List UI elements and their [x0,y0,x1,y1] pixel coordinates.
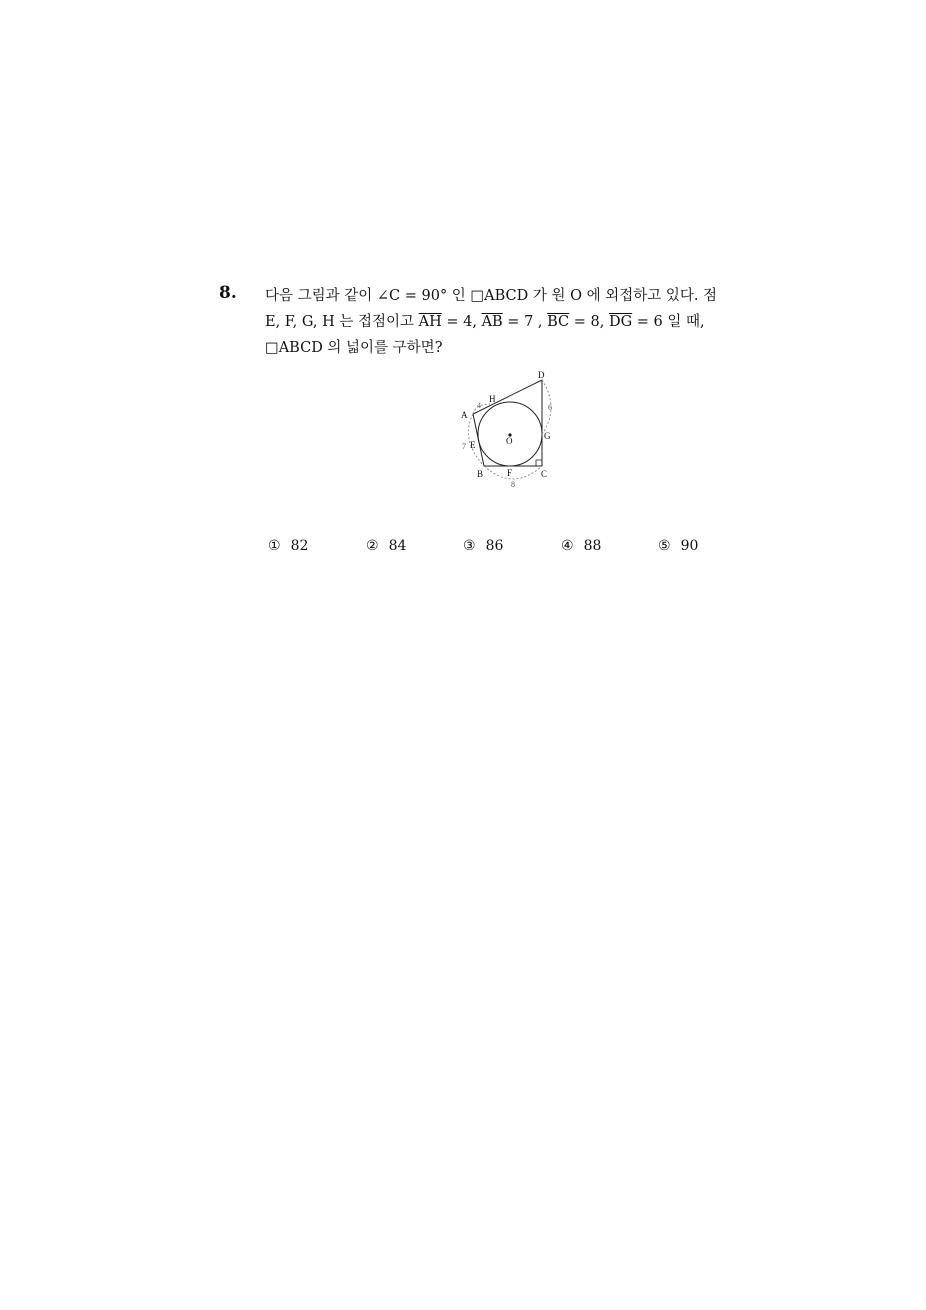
choice-mark: ④ [561,538,574,554]
choice-4[interactable] [561,538,601,554]
stem-line-3: □ABCD 의 넓이를 구하면? [265,340,443,356]
choice-mark: ⑤ [658,538,671,554]
length-ab: 7 [462,442,466,451]
choice-value: 90 [680,538,699,554]
length-bc: 8 [511,480,515,489]
choice-1[interactable] [268,538,308,554]
choice-2[interactable] [366,538,406,554]
arc-bc [484,466,542,479]
choice-mark: ① [268,538,281,554]
geometry-figure [450,368,566,490]
label-f: F [507,468,513,478]
choice-mark: ③ [463,538,476,554]
label-c: C [541,469,548,479]
stem-text: = 6 일 때, [632,314,705,330]
quadrilateral-diagram [450,368,566,490]
label-g: G [544,431,551,441]
quadrilateral-abcd [473,380,542,466]
choice-value: 86 [485,538,504,554]
segment-dg: $\overline{DG}$ [608,314,633,330]
stem-text: E, F, G, H 는 접점이고 [265,314,419,330]
length-dg: 6 [548,403,552,412]
choice-value: 88 [583,538,602,554]
stem-text: = 7 , [502,314,548,330]
label-d: D [538,370,545,380]
stem-text: = 4, [441,314,482,330]
stem-line-2 [265,309,755,335]
answer-choices [268,538,718,560]
stem-line-1: 다음 그림과 같이 ∠C = 90° 인 □ABCD 가 원 O 에 외접하고 있다. 점 [265,288,718,304]
segment-bc: $\overline{BC}$ [547,314,570,330]
label-b: B [477,469,484,479]
choice-value: 82 [290,538,309,554]
stem-text: = 8, [569,314,609,330]
problem-stem [265,283,755,361]
choice-mark: ② [366,538,379,554]
length-ah: 4 [477,401,481,410]
label-a: A [461,410,468,420]
label-o: O [506,436,513,446]
label-h: H [489,394,496,404]
choice-3[interactable] [463,538,503,554]
segment-ah: $\overline{AH}$ [418,314,442,330]
right-angle-mark [536,460,542,466]
choice-value: 84 [388,538,407,554]
label-e: E [470,440,476,450]
problem-number: 8. [219,283,237,303]
choice-5[interactable] [658,538,698,554]
segment-ab: $\overline{AB}$ [481,314,503,330]
